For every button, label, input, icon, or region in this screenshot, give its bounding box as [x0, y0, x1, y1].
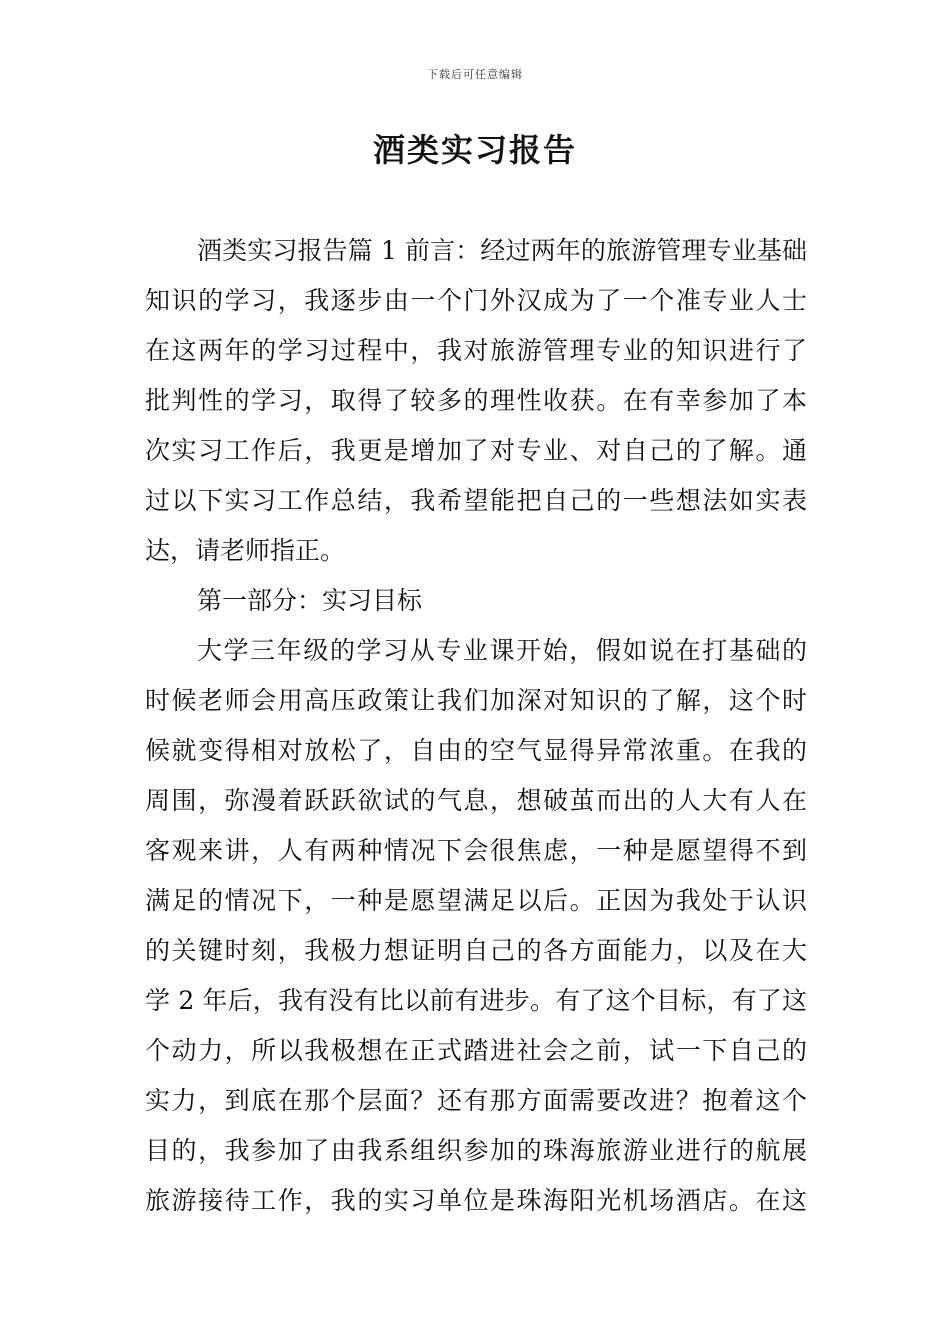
text-line: 旅游接待工作，我的实习单位是珠海阳光机场酒店。在这 — [145, 1186, 807, 1215]
text-line: 大学三年级的学习从专业课开始，假如说在打基础的 — [197, 636, 807, 665]
document-title: 酒类实习报告 — [372, 131, 577, 169]
text-line: 第一部分：实习目标 — [197, 586, 423, 615]
text-line: 在这两年的学习过程中，我对旅游管理专业的知识进行了 — [145, 336, 807, 365]
text-line: 酒类实习报告篇 1 前言：经过两年的旅游管理专业基础 — [197, 236, 807, 265]
text-line: 知识的学习，我逐步由一个门外汉成为了一个准专业人士 — [145, 286, 807, 315]
section-heading — [145, 576, 807, 626]
paragraph-preface — [145, 226, 807, 576]
text-line: 周围，弥漫着跃跃欲试的气息，想破茧而出的人大有人在 — [145, 786, 807, 815]
text-line: 时候老师会用高压政策让我们加深对知识的了解，这个时 — [145, 686, 807, 715]
header-note: 下载后可任意编辑 — [427, 68, 523, 81]
text-line: 客观来讲，人有两种情况下会很焦虑，一种是愿望得不到 — [145, 836, 807, 865]
text-line: 个动力，所以我极想在正式踏进社会之前，试一下自己的 — [145, 1036, 807, 1065]
document-body — [145, 226, 807, 1226]
text-line: 满足的情况下，一种是愿望满足以后。正因为我处于认识 — [145, 886, 807, 915]
text-line: 过以下实习工作总结，我希望能把自己的一些想法如实表 — [145, 486, 807, 515]
text-line: 实力，到底在那个层面？还有那方面需要改进？抱着这个 — [145, 1086, 807, 1115]
text-line: 目的，我参加了由我系组织参加的珠海旅游业进行的航展 — [145, 1136, 807, 1165]
text-line: 次实习工作后，我更是增加了对专业、对自己的了解。通 — [145, 436, 807, 465]
text-line: 达，请老师指正。 — [145, 536, 346, 565]
text-line: 候就变得相对放松了，自由的空气显得异常浓重。在我的 — [145, 736, 807, 765]
text-line: 的关键时刻，我极力想证明自己的各方面能力，以及在大 — [145, 936, 807, 965]
text-line: 批判性的学习，取得了较多的理性收获。在有幸参加了本 — [145, 386, 807, 415]
paragraph-goals — [145, 626, 807, 1226]
text-line: 学 2 年后，我有没有比以前有进步。有了这个目标，有了这 — [145, 986, 807, 1015]
